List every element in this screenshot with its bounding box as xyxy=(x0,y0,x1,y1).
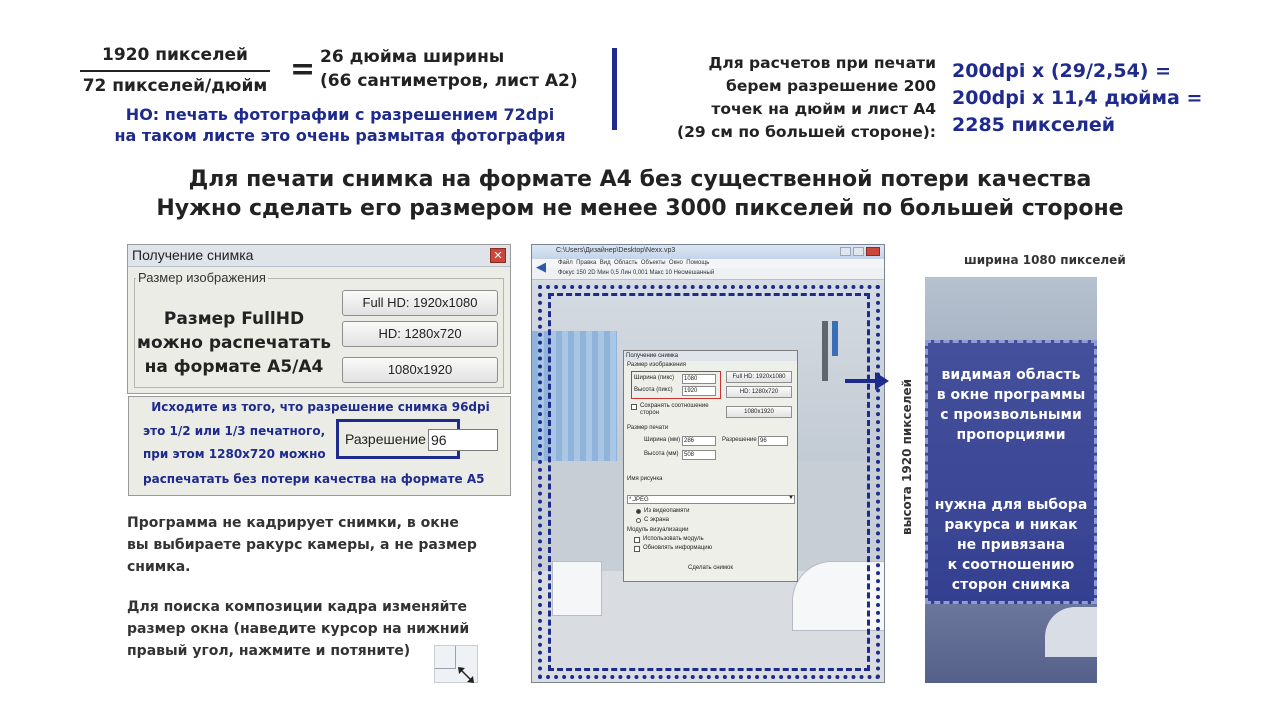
crop-note-line-3: снимка. xyxy=(127,559,191,575)
calc-result-line-3: 2285 пикселей xyxy=(952,114,1116,136)
overlay-text-bottom xyxy=(928,495,1094,595)
resize-note-line-3: правый угол, нажмите и потяните) xyxy=(127,643,411,659)
mini-resolution-label: Разрешение xyxy=(722,437,757,443)
snapshot-dialog xyxy=(127,244,511,394)
fraction-line xyxy=(80,70,270,72)
calc-note-line-4: (29 см по большей стороне): xyxy=(677,123,936,141)
result-line-2: (66 сантиметров, лист А2) xyxy=(320,71,578,91)
window-title: C:\Users\Дизайнер\Desktop\Nexx.vp3 xyxy=(532,245,884,259)
calc-note-line-1: Для расчетов при печати xyxy=(708,54,936,72)
fullhd-line-1: Размер FullHD xyxy=(163,309,305,329)
overlay-line-1: видимая область xyxy=(941,367,1081,383)
toolbar: Фокус 150 2D Мин 0,5 Лин 0,001 Макс 10 Несмешанный xyxy=(532,268,884,280)
menu-item[interactable]: Файл xyxy=(558,260,573,266)
mini-vis-group-label: Модуль визуализации xyxy=(627,527,689,533)
fraction-numerator: 1920 пикселей xyxy=(102,45,248,65)
fraction-denominator: 72 пикселей/дюйм xyxy=(82,76,268,96)
grip-edge-horizontal xyxy=(435,668,456,669)
menu-item[interactable]: Окно xyxy=(668,260,683,266)
mini-height-input[interactable]: 1920 xyxy=(682,386,716,396)
crop-note-line-1: Программа не кадрирует снимки, в окне xyxy=(127,515,459,531)
minimize-icon[interactable] xyxy=(840,247,851,256)
menu-item[interactable]: Вид xyxy=(599,260,611,266)
radio-videomemory[interactable] xyxy=(636,509,641,514)
fullhd-note xyxy=(134,307,334,379)
maximize-icon[interactable] xyxy=(853,247,864,256)
mini-format-chevron-icon[interactable]: ▼ xyxy=(788,495,794,501)
overlay-line-9: сторон снимка xyxy=(951,577,1071,593)
mini-width-label: Ширина (пикс) xyxy=(634,375,675,381)
print-calc-result xyxy=(952,58,1202,139)
image-size-group-label: Размер изображения xyxy=(138,270,266,285)
menu-item[interactable]: Помощь xyxy=(686,260,710,266)
update-info-checkbox[interactable] xyxy=(634,546,640,552)
resize-grip-illustration xyxy=(434,645,478,683)
mini-print-height-input[interactable]: 508 xyxy=(682,450,716,460)
resolution-label: Разрешение xyxy=(345,431,426,447)
radio-screen-label: С экрана xyxy=(644,517,670,523)
visible-area-overlay xyxy=(925,340,1097,604)
result-line-1: 26 дюйма ширины xyxy=(320,47,505,67)
overlay-line-5: нужна для выбора xyxy=(934,497,1088,513)
mini-print-group-label: Размер печати xyxy=(627,425,669,431)
make-snapshot-button[interactable]: Сделать снимок xyxy=(688,565,733,571)
headline-line-1: Для печати снимка на формате А4 без существенной потери качества xyxy=(188,167,1092,192)
keep-ratio-label: Сохранять соотношение сторон xyxy=(640,403,709,416)
mini-hd-button[interactable]: HD: 1280x720 xyxy=(726,386,792,398)
resolution-input[interactable]: 96 xyxy=(428,429,498,451)
overlay-text-top xyxy=(928,365,1094,445)
calc-result-line-2: 200dpi x 11,4 дюйма = xyxy=(952,87,1203,109)
mini-portrait-button[interactable]: 1080x1920 xyxy=(726,406,792,418)
mini-size-group-label: Размер изображения xyxy=(627,362,687,368)
formula-result xyxy=(320,45,578,93)
resize-cursor-icon xyxy=(457,666,477,684)
vertical-divider xyxy=(612,48,617,130)
menu-item[interactable]: Объекты xyxy=(640,260,666,266)
overlay-line-6: ракурса и никак xyxy=(944,517,1078,533)
resize-note-line-2: размер окна (наведите курсор на нижний xyxy=(127,621,470,637)
mini-resolution-input[interactable]: 96 xyxy=(758,436,788,446)
radio-screen[interactable] xyxy=(636,518,641,523)
resolution-note-top: Исходите из того, что разрешение снимка 96dpi xyxy=(151,400,490,414)
calc-note-line-3: точек на дюйм и лист А4 xyxy=(711,100,936,118)
print-calc-note xyxy=(630,52,936,144)
height-caption: высота 1920 пикселей xyxy=(900,378,914,535)
mini-print-width-input[interactable]: 286 xyxy=(682,436,716,446)
fullhd-line-2: можно распечатать xyxy=(137,333,331,353)
headline xyxy=(0,165,1280,223)
low-res-warning xyxy=(70,104,610,146)
mini-height-label: Высота (пикс) xyxy=(634,387,673,393)
mini-fullhd-button[interactable]: Full HD: 1920x1080 xyxy=(726,371,792,383)
keep-ratio-checkbox[interactable] xyxy=(631,404,637,410)
overlay-line-7: не привязана xyxy=(956,537,1066,553)
mini-format-select[interactable]: *.JPEG xyxy=(627,495,795,504)
resolution-note-line-2: при этом 1280x720 можно xyxy=(143,447,326,461)
fullhd-line-3: на формате А5/А4 xyxy=(144,357,324,377)
portrait-button[interactable]: 1080x1920 xyxy=(342,357,498,383)
headline-line-2: Нужно сделать его размером не менее 3000 пикселей по большей стороне xyxy=(156,196,1124,221)
resolution-note-line-3: распечатать без потери качества на формате А5 xyxy=(143,472,485,486)
grip-edge-vertical xyxy=(455,646,456,668)
hd-button[interactable]: HD: 1280x720 xyxy=(342,321,498,347)
mini-snapshot-dialog xyxy=(623,350,798,582)
mini-print-width-label: Ширина (мм) xyxy=(644,437,681,443)
calc-result-line-1: 200dpi x (29/2,54) = xyxy=(952,60,1172,82)
mini-dialog-title: Получение снимка xyxy=(624,351,797,361)
width-caption: ширина 1080 пикселей xyxy=(964,253,1126,267)
window-controls xyxy=(840,247,880,256)
warning-line-2: на таком листе это очень размытая фотография xyxy=(114,126,566,145)
fullhd-button[interactable]: Full HD: 1920x1080 xyxy=(342,290,498,316)
crop-note-line-2: вы выбираете ракурс камеры, а не размер xyxy=(127,537,477,553)
overlay-line-4: пропорциями xyxy=(956,427,1066,443)
crop-note xyxy=(127,512,477,578)
close-icon[interactable]: ✕ xyxy=(490,248,506,263)
overlay-line-8: к соотношению xyxy=(947,557,1075,573)
window-close-icon[interactable] xyxy=(866,247,880,256)
use-module-checkbox[interactable] xyxy=(634,537,640,543)
back-arrow-icon[interactable]: ◀ xyxy=(536,260,546,275)
update-info-label: Обновлять информацию xyxy=(643,545,713,551)
calc-note-line-2: берем разрешение 200 xyxy=(726,77,936,95)
mini-name-label: Имя рисунка xyxy=(627,476,663,482)
resolution-panel xyxy=(128,396,511,496)
radio-videomemory-label: Из видеопамяти xyxy=(644,508,690,514)
menu-item[interactable]: Область xyxy=(613,260,638,266)
overlay-line-3: с произвольными xyxy=(940,407,1082,423)
arrow-right-icon xyxy=(845,370,890,392)
warning-line-1: НО: печать фотографии с разрешением 72dpi xyxy=(125,105,555,124)
menu-item[interactable]: Правка xyxy=(576,260,597,266)
menu-bar xyxy=(532,259,884,268)
resolution-note-line-1: это 1/2 или 1/3 печатного, xyxy=(143,424,326,438)
program-screenshot xyxy=(531,244,885,683)
resize-note xyxy=(127,596,469,662)
dialog-title: Получение снимка xyxy=(128,245,510,267)
overlay-line-2: в окне программы xyxy=(936,387,1086,403)
use-module-label: Использовать модуль xyxy=(643,536,704,542)
mini-width-input[interactable]: 1080 xyxy=(682,374,716,384)
mini-print-height-label: Высота (мм) xyxy=(644,451,679,457)
resize-note-line-1: Для поиска композиции кадра изменяйте xyxy=(127,599,468,615)
equals-sign: = xyxy=(290,52,316,87)
